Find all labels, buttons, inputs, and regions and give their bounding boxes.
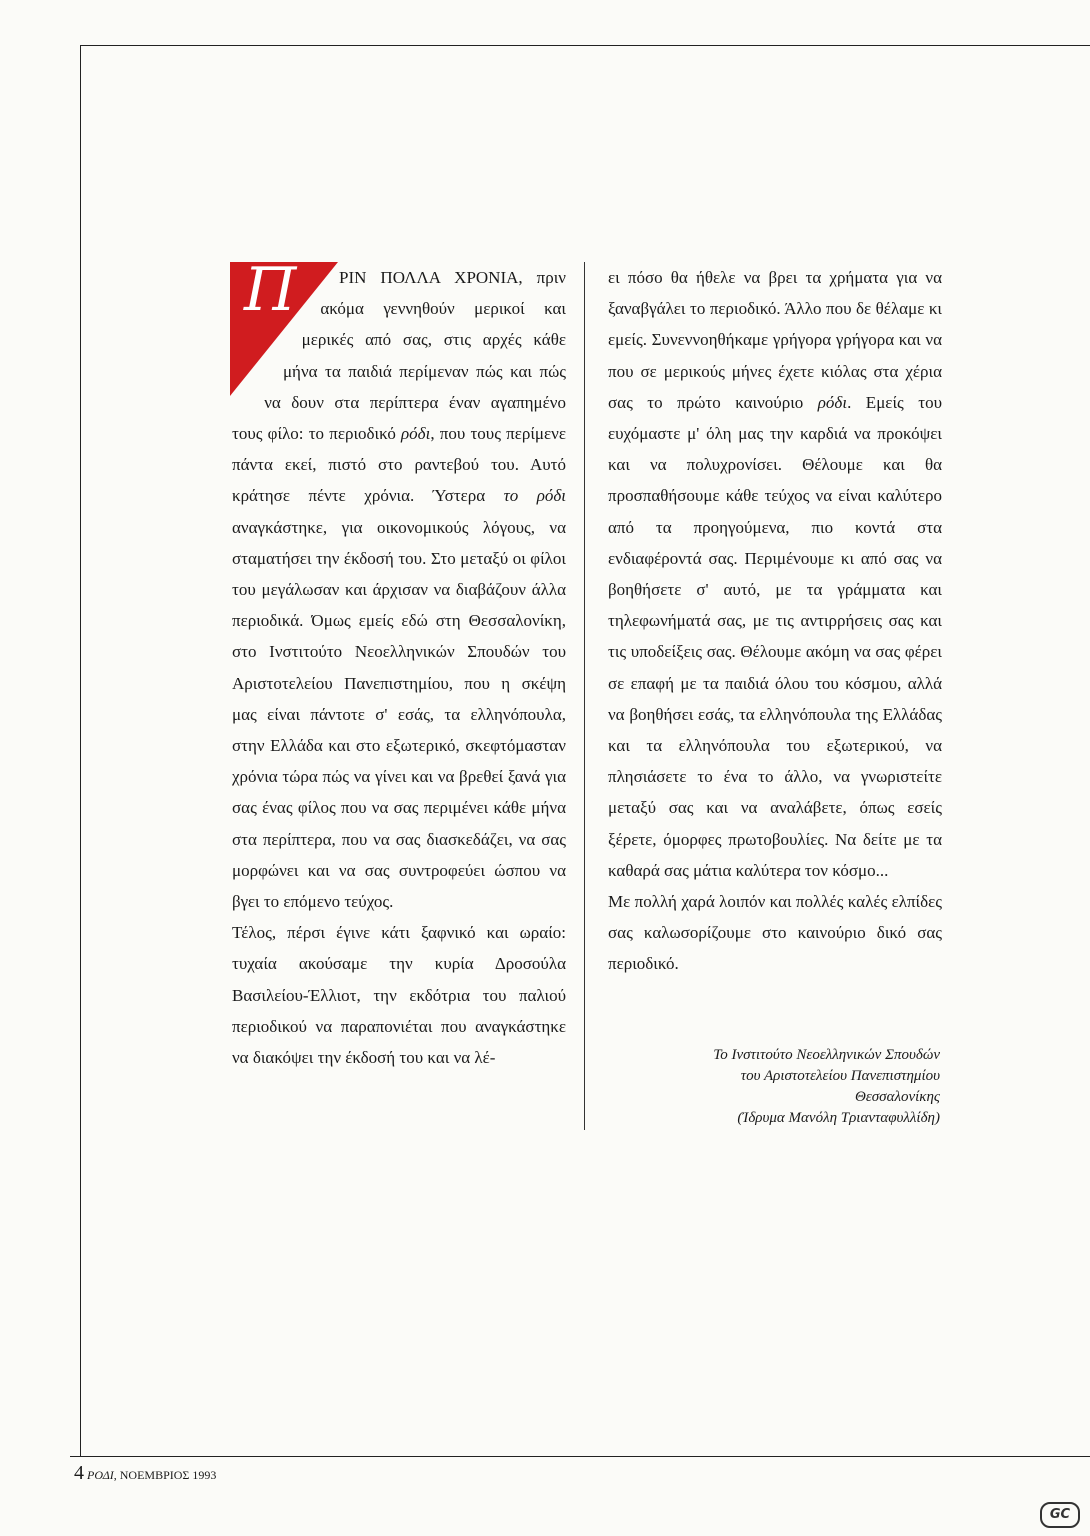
footer-magazine: ΡΟΔΙ xyxy=(87,1468,114,1482)
paragraph-2-start: Τέλος, πέρσι έγινε κάτι ξαφνικό και ωραίο: τυχαία ακούσαμε την κυρία Δροσούλα Βασιλείου-Έλλιοτ, την εκδότρια του παλιού περιοδικού να παραπονιέται που αναγκάστηκε να διακόψει την έκδοσή του και να λέ- xyxy=(232,923,566,1068)
signature-line-4: (Ίδρυμα Μανόλη Τριανταφυλλίδη) xyxy=(737,1110,940,1126)
signature-line-2: του Αριστοτελείου Πανεπιστημίου xyxy=(740,1068,940,1084)
paragraph-3: Με πολλή χαρά λοιπόν και πολλές καλές ελπίδες σας καλωσορίζουμε στο καινούριο δικό σας περιοδικό. xyxy=(608,892,942,974)
signature-line-1: Το Ινστιτούτο Νεοελληνικών Σπουδών xyxy=(713,1047,940,1063)
page-frame-bottom xyxy=(70,1456,1090,1457)
watermark-logo: GC xyxy=(1040,1502,1080,1528)
signature-line-3: Θεσσαλονίκης xyxy=(855,1089,940,1105)
magazine-name-to-rodi: το ρόδι xyxy=(503,486,566,506)
dropcap-triangle-icon xyxy=(230,262,338,396)
magazine-name-rodi-2: ρόδι xyxy=(817,392,848,412)
magazine-name-rodi: ρόδι xyxy=(401,424,431,444)
footer-issue: , ΝΟΕΜΒΡΙΟΣ 1993 xyxy=(113,1468,217,1482)
page-frame-top xyxy=(80,45,1090,46)
paragraph-2 xyxy=(232,917,566,1073)
paragraph-1-end: αναγκάστηκε, για οικονομικούς λόγους, να σταματήσει την έκδοσή του. Στο μεταξύ οι φίλοι του μεγάλωσαν και άρχισαν να διαβάζουν άλλα περιοδικά. Όμως εμείς εδώ στη Θεσσαλονίκη, στο Ινστιτούτο Νεοελληνικών Σπουδών του Αριστοτελείου Πανεπιστημίου, που η σκέψη μας είναι πάντοτε σ' εσάς, τα ελληνόπουλα, στην Ελλάδα και στο εξωτερικό, σκεφτόμασταν χρόνια τώρα πώς να γίνει και να βρεθεί ξανά για σας ένας φίλος που να σας περιμένει κάθε μήνα στα περίπτερα, που να σας διασκεδάζει, να σας μορφώνει και να σας συντροφεύει ώσπου να βγει το επόμενο τεύχος. xyxy=(232,517,566,912)
page-number: 4 xyxy=(74,1462,84,1484)
paragraph-1-mid: , που τους περίμενε πάντα εκεί, πιστό στο ραντεβού του. Αυτό κράτησε πέντε χρόνια. Ύστερα xyxy=(232,424,566,506)
paragraph-1-lead: ΡΙΝ ΠΟΛΛΑ ΧΡΟΝΙΑ, πριν ακόμα γεννηθούν μερικοί και μερικές από σας, στις αρχές κάθε μήνα τα παιδιά περίμεναν πώς και πώς να δουν στα περίπτερα έναν αγαπημένο τους φίλο: το περιοδικό xyxy=(232,268,566,444)
article-right-column xyxy=(608,262,942,980)
paragraph-2-continued xyxy=(608,262,942,886)
paragraph-2-cont: ει πόσο θα ήθελε να βρει τα χρήματα για να ξαναβγάλει το περιοδικό. Άλλο που δε θέλαμε κι εμείς. Συνεννοηθήκαμε γρήγορα γρήγορα και να που σε μερικούς μήνες έχετε κιόλας στα χέρια σας το πρώτο καινούριο xyxy=(608,268,942,412)
column-divider xyxy=(584,262,585,1130)
dropcap xyxy=(230,262,335,396)
signature-block xyxy=(608,1045,940,1129)
article-left-column xyxy=(232,262,566,1073)
paragraph-2-end: . Εμείς του ευχόμαστε μ' όλη μας την καρδιά να προκόψει και να πολυχρονίσει. Θέλουμε και θα προσπαθήσουμε κάθε τεύχος να είναι καλύτερο από τα προηγούμενα, πιο κοντά στα ενδιαφέροντά σας. Περιμένουμε κι από σας να βοηθήσετε σ' αυτό, με τα γράμματα και τηλεφωνήματά σας, με τις αντιρρήσεις σας και τις υποδείξεις σας. Θέλουμε ακόμη να σας φέρει σε επαφή με τα παιδιά όλου του κόσμου, αλλά να βοηθήσει εσάς, τα ελληνόπουλα της Ελλάδας και τα ελληνόπουλα του εξωτερικού, να πλησιάσετε το ένα το άλλο, να γνωριστείτε μεταξύ σας και να αναλάβετε, όπως εσείς ξέρετε, όμορφες πρωτοβουλίες. Να δείτε με τα καθαρά σας μάτια καλύτερα τον κόσμο... xyxy=(608,392,942,880)
page-frame-left xyxy=(80,45,81,1457)
dropcap-letter: Π xyxy=(244,262,297,325)
page-footer xyxy=(74,1462,216,1485)
